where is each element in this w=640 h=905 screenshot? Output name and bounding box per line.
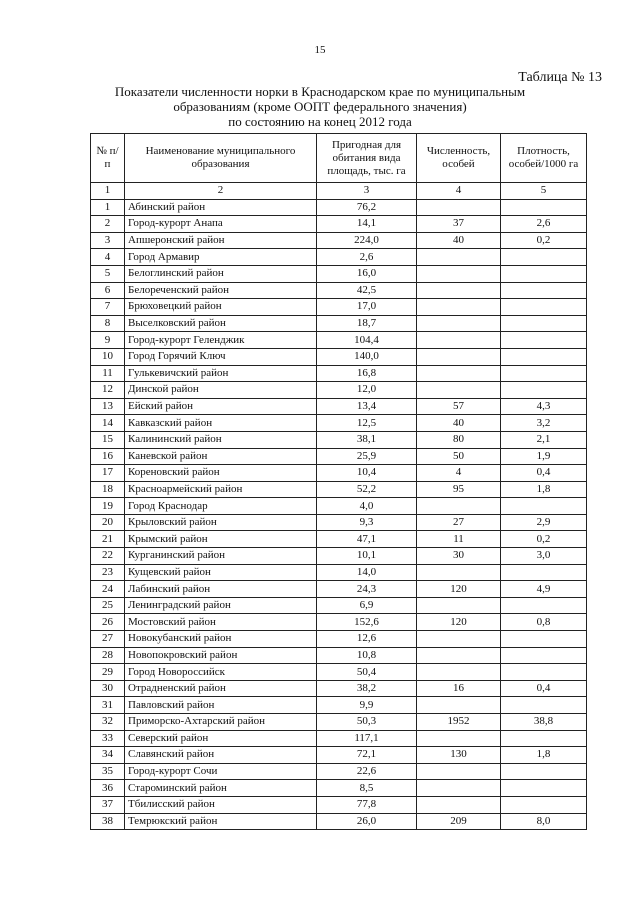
municipality-name: Темрюкский район [125, 813, 317, 830]
table-row [91, 747, 587, 764]
population-count [417, 730, 501, 747]
municipality-name: Тбилисский район [125, 796, 317, 813]
table-row [91, 796, 587, 813]
population-count: 37 [417, 216, 501, 233]
row-number: 9 [91, 332, 125, 349]
population-density [501, 597, 587, 614]
row-number: 38 [91, 813, 125, 830]
habitat-area: 4,0 [317, 498, 417, 515]
habitat-area: 140,0 [317, 348, 417, 365]
population-count: 209 [417, 813, 501, 830]
municipality-name: Староминский район [125, 780, 317, 797]
population-density [501, 299, 587, 316]
population-density [501, 348, 587, 365]
habitat-area: 13,4 [317, 398, 417, 415]
table-row [91, 697, 587, 714]
row-number: 7 [91, 299, 125, 316]
municipality-name: Приморско-Ахтарский район [125, 714, 317, 731]
page-number: 15 [314, 44, 326, 56]
population-count: 130 [417, 747, 501, 764]
table-row [91, 647, 587, 664]
habitat-area: 52,2 [317, 481, 417, 498]
habitat-area: 104,4 [317, 332, 417, 349]
municipality-name: Город Горячий Ключ [125, 348, 317, 365]
population-density: 0,8 [501, 614, 587, 631]
population-count [417, 697, 501, 714]
habitat-area: 24,3 [317, 581, 417, 598]
habitat-area: 16,0 [317, 265, 417, 282]
row-number: 35 [91, 763, 125, 780]
population-density: 38,8 [501, 714, 587, 731]
row-number: 25 [91, 597, 125, 614]
habitat-area: 18,7 [317, 315, 417, 332]
municipality-name: Город Армавир [125, 249, 317, 266]
column-number: 4 [417, 183, 501, 200]
table-row [91, 348, 587, 365]
table-row [91, 465, 587, 482]
population-density [501, 796, 587, 813]
population-count: 27 [417, 514, 501, 531]
municipality-name: Отрадненский район [125, 680, 317, 697]
population-density [501, 631, 587, 648]
column-number: 1 [91, 183, 125, 200]
row-number: 28 [91, 647, 125, 664]
habitat-area: 42,5 [317, 282, 417, 299]
municipality-name: Абинский район [125, 199, 317, 216]
habitat-area: 9,9 [317, 697, 417, 714]
population-density: 0,2 [501, 232, 587, 249]
municipality-name: Новопокровский район [125, 647, 317, 664]
population-density: 0,4 [501, 680, 587, 697]
row-number: 34 [91, 747, 125, 764]
habitat-area: 16,8 [317, 365, 417, 382]
municipality-name: Павловский район [125, 697, 317, 714]
habitat-area: 10,4 [317, 465, 417, 482]
municipality-name: Белореченский район [125, 282, 317, 299]
population-count: 80 [417, 431, 501, 448]
row-number: 1 [91, 199, 125, 216]
population-count [417, 348, 501, 365]
habitat-area: 50,4 [317, 664, 417, 681]
population-density [501, 780, 587, 797]
municipality-name: Каневской район [125, 448, 317, 465]
table-row [91, 431, 587, 448]
table-row [91, 514, 587, 531]
habitat-area: 38,1 [317, 431, 417, 448]
population-density [501, 763, 587, 780]
population-count [417, 382, 501, 399]
habitat-area: 25,9 [317, 448, 417, 465]
population-count [417, 332, 501, 349]
row-number: 3 [91, 232, 125, 249]
row-number: 23 [91, 564, 125, 581]
population-count [417, 498, 501, 515]
municipality-name: Город-курорт Геленджик [125, 332, 317, 349]
population-density [501, 382, 587, 399]
population-count [417, 780, 501, 797]
column-number-row [91, 183, 587, 200]
population-density [501, 265, 587, 282]
title-line: образованиям (кроме ООПТ федерального значения) [173, 99, 467, 114]
population-density: 3,0 [501, 548, 587, 565]
municipality-name: Город-курорт Сочи [125, 763, 317, 780]
population-count: 40 [417, 232, 501, 249]
population-count [417, 365, 501, 382]
habitat-area: 12,5 [317, 415, 417, 432]
row-number: 12 [91, 382, 125, 399]
population-density [501, 730, 587, 747]
row-number: 5 [91, 265, 125, 282]
municipality-name: Динской район [125, 382, 317, 399]
table-row [91, 315, 587, 332]
table-row [91, 730, 587, 747]
table-title [90, 84, 550, 129]
population-count: 95 [417, 481, 501, 498]
habitat-area: 26,0 [317, 813, 417, 830]
habitat-area: 14,1 [317, 216, 417, 233]
municipality-name: Апшеронский район [125, 232, 317, 249]
table-row [91, 581, 587, 598]
habitat-area: 38,2 [317, 680, 417, 697]
population-count [417, 664, 501, 681]
municipality-name: Новокубанский район [125, 631, 317, 648]
habitat-area: 22,6 [317, 763, 417, 780]
habitat-area: 14,0 [317, 564, 417, 581]
population-count: 11 [417, 531, 501, 548]
municipality-name: Кущевский район [125, 564, 317, 581]
population-count [417, 299, 501, 316]
table-row [91, 415, 587, 432]
population-count: 120 [417, 614, 501, 631]
population-density [501, 282, 587, 299]
habitat-area: 76,2 [317, 199, 417, 216]
table-row [91, 813, 587, 830]
municipality-name: Калининский район [125, 431, 317, 448]
population-density: 1,9 [501, 448, 587, 465]
row-number: 24 [91, 581, 125, 598]
habitat-area: 10,1 [317, 548, 417, 565]
population-density: 1,8 [501, 747, 587, 764]
municipality-name: Крыловский район [125, 514, 317, 531]
row-number: 15 [91, 431, 125, 448]
table-row [91, 763, 587, 780]
habitat-area: 10,8 [317, 647, 417, 664]
row-number: 33 [91, 730, 125, 747]
table-row [91, 216, 587, 233]
population-density [501, 697, 587, 714]
table-row [91, 448, 587, 465]
population-count: 57 [417, 398, 501, 415]
table-row [91, 299, 587, 316]
row-number: 13 [91, 398, 125, 415]
population-density: 4,9 [501, 581, 587, 598]
population-count: 16 [417, 680, 501, 697]
population-count: 120 [417, 581, 501, 598]
municipality-name: Ейский район [125, 398, 317, 415]
habitat-area: 12,0 [317, 382, 417, 399]
row-number: 19 [91, 498, 125, 515]
municipality-name: Лабинский район [125, 581, 317, 598]
title-line: по состоянию на конец 2012 года [228, 114, 412, 129]
table-row [91, 249, 587, 266]
row-number: 37 [91, 796, 125, 813]
table-row [91, 714, 587, 731]
table-row [91, 531, 587, 548]
table-row [91, 631, 587, 648]
population-density: 4,3 [501, 398, 587, 415]
municipality-name: Мостовский район [125, 614, 317, 631]
row-number: 11 [91, 365, 125, 382]
table-row [91, 199, 587, 216]
column-number: 5 [501, 183, 587, 200]
population-density: 0,4 [501, 465, 587, 482]
population-count: 1952 [417, 714, 501, 731]
population-density [501, 664, 587, 681]
table-row [91, 365, 587, 382]
table-row [91, 481, 587, 498]
municipality-name: Курганинский район [125, 548, 317, 565]
population-count [417, 282, 501, 299]
habitat-area: 224,0 [317, 232, 417, 249]
population-count: 50 [417, 448, 501, 465]
header-municipality: Наименование муниципального образования [125, 134, 317, 183]
population-count [417, 631, 501, 648]
habitat-area: 6,9 [317, 597, 417, 614]
row-number: 31 [91, 697, 125, 714]
population-density [501, 498, 587, 515]
header-population: Численность, особей [417, 134, 501, 183]
population-count [417, 763, 501, 780]
table-row [91, 680, 587, 697]
row-number: 22 [91, 548, 125, 565]
municipality-name: Белоглинский район [125, 265, 317, 282]
header-density: Плотность, особей/1000 га [501, 134, 587, 183]
table-row [91, 564, 587, 581]
table-row [91, 664, 587, 681]
table-row [91, 332, 587, 349]
row-number: 32 [91, 714, 125, 731]
mink-population-table [90, 133, 587, 830]
table-row [91, 265, 587, 282]
row-number: 27 [91, 631, 125, 648]
header-habitat-area: Пригодная для обитания вида площадь, тыс. га [317, 134, 417, 183]
population-density: 2,9 [501, 514, 587, 531]
habitat-area: 77,8 [317, 796, 417, 813]
population-count [417, 249, 501, 266]
municipality-name: Кореновский район [125, 465, 317, 482]
table-row [91, 398, 587, 415]
row-number: 10 [91, 348, 125, 365]
row-number: 30 [91, 680, 125, 697]
habitat-area: 8,5 [317, 780, 417, 797]
habitat-area: 17,0 [317, 299, 417, 316]
header-row [91, 134, 587, 183]
habitat-area: 2,6 [317, 249, 417, 266]
population-density [501, 199, 587, 216]
municipality-name: Выселковский район [125, 315, 317, 332]
population-density: 2,1 [501, 431, 587, 448]
row-number: 29 [91, 664, 125, 681]
habitat-area: 117,1 [317, 730, 417, 747]
table-row [91, 498, 587, 515]
table-row [91, 548, 587, 565]
table-row [91, 780, 587, 797]
population-count [417, 564, 501, 581]
habitat-area: 72,1 [317, 747, 417, 764]
header-number: № п/п [91, 134, 125, 183]
population-count [417, 315, 501, 332]
title-line: Показатели численности норки в Краснодарском крае по муниципальным [114, 84, 526, 99]
habitat-area: 47,1 [317, 531, 417, 548]
population-density [501, 365, 587, 382]
habitat-area: 50,3 [317, 714, 417, 731]
row-number: 17 [91, 465, 125, 482]
row-number: 4 [91, 249, 125, 266]
habitat-area: 152,6 [317, 614, 417, 631]
municipality-name: Кавказский район [125, 415, 317, 432]
municipality-name: Город Новороссийск [125, 664, 317, 681]
municipality-name: Красноармейский район [125, 481, 317, 498]
row-number: 20 [91, 514, 125, 531]
municipality-name: Крымский район [125, 531, 317, 548]
table-row [91, 232, 587, 249]
population-density [501, 249, 587, 266]
row-number: 6 [91, 282, 125, 299]
population-density [501, 315, 587, 332]
municipality-name: Город Краснодар [125, 498, 317, 515]
population-count [417, 199, 501, 216]
row-number: 14 [91, 415, 125, 432]
population-density: 3,2 [501, 415, 587, 432]
row-number: 18 [91, 481, 125, 498]
municipality-name: Славянский район [125, 747, 317, 764]
population-density [501, 564, 587, 581]
population-count: 40 [417, 415, 501, 432]
habitat-area: 9,3 [317, 514, 417, 531]
population-count [417, 796, 501, 813]
population-count: 4 [417, 465, 501, 482]
population-density: 1,8 [501, 481, 587, 498]
row-number: 26 [91, 614, 125, 631]
population-count [417, 597, 501, 614]
municipality-name: Гулькевичский район [125, 365, 317, 382]
row-number: 2 [91, 216, 125, 233]
population-density: 8,0 [501, 813, 587, 830]
table-row [91, 282, 587, 299]
row-number: 8 [91, 315, 125, 332]
municipality-name: Северский район [125, 730, 317, 747]
column-number: 3 [317, 183, 417, 200]
table-row [91, 597, 587, 614]
column-number: 2 [125, 183, 317, 200]
population-density: 0,2 [501, 531, 587, 548]
municipality-name: Ленинградский район [125, 597, 317, 614]
table-row [91, 382, 587, 399]
population-density [501, 647, 587, 664]
row-number: 21 [91, 531, 125, 548]
population-count [417, 647, 501, 664]
population-count [417, 265, 501, 282]
population-density [501, 332, 587, 349]
row-number: 36 [91, 780, 125, 797]
municipality-name: Брюховецкий район [125, 299, 317, 316]
population-count: 30 [417, 548, 501, 565]
table-label: Таблица № 13 [518, 70, 602, 85]
row-number: 16 [91, 448, 125, 465]
municipality-name: Город-курорт Анапа [125, 216, 317, 233]
population-density: 2,6 [501, 216, 587, 233]
table-row [91, 614, 587, 631]
habitat-area: 12,6 [317, 631, 417, 648]
